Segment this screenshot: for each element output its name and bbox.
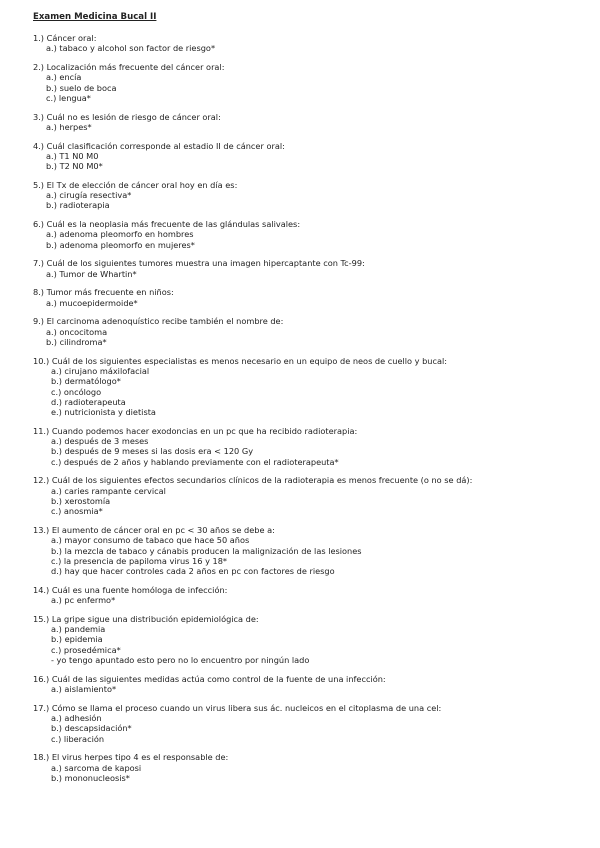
answer-option: c.) liberación bbox=[51, 733, 105, 744]
answer-option: c.) la presencia de papiloma virus 16 y 18* bbox=[51, 555, 228, 566]
question-text: 5.) El Tx de elección de cáncer oral hoy en día es: bbox=[33, 179, 238, 190]
answer-option: b.) mononucleosis* bbox=[51, 772, 130, 783]
answer-option: c.) después de 2 años y hablando previamente con el radioterapeuta* bbox=[51, 456, 339, 467]
question-text: 4.) Cuál clasificación corresponde al estadio II de cáncer oral: bbox=[33, 140, 285, 151]
answer-option: a.) tabaco y alcohol son factor de riesgo* bbox=[46, 43, 216, 54]
answer-option: c.) oncólogo bbox=[51, 386, 102, 397]
question-17 bbox=[33, 703, 578, 744]
question-11 bbox=[33, 426, 578, 467]
question-text: 12.) Cuál de los siguientes efectos secundarios clínicos de la radioterapia es menos frecuente (o no se dá): bbox=[33, 475, 473, 486]
answer-option: b.) después de 9 meses si las dosis era < 120 Gy bbox=[51, 446, 254, 457]
question-1 bbox=[33, 33, 578, 54]
answer-option: a.) adenoma pleomorfo en hombres bbox=[46, 229, 194, 240]
question-text: 16.) Cuál de las siguientes medidas actúa como control de la fuente de una infección: bbox=[33, 673, 386, 684]
answer-option: c.) anosmia* bbox=[51, 506, 103, 517]
answer-option: a.) herpes* bbox=[46, 121, 92, 132]
answer-option: e.) nutricionista y dietista bbox=[51, 407, 156, 418]
answer-option: d.) radioterapeuta bbox=[51, 396, 126, 407]
answer-option: a.) pandemia bbox=[51, 624, 106, 635]
answer-option: a.) después de 3 meses bbox=[51, 436, 149, 447]
question-5 bbox=[33, 180, 578, 211]
answer-option: d.) hay que hacer controles cada 2 años en pc con factores de riesgo bbox=[51, 566, 335, 577]
answer-option: a.) oncocitoma bbox=[46, 326, 108, 337]
answer-option: a.) sarcoma de kaposi bbox=[51, 762, 142, 773]
document-title: Examen Medicina Bucal II bbox=[33, 12, 157, 22]
question-text: 8.) Tumor más frecuente en niños: bbox=[33, 287, 174, 298]
answer-option: a.) cirujano máxilofacial bbox=[51, 365, 150, 376]
question-3 bbox=[33, 112, 578, 133]
question-text: 15.) La gripe sigue una distribución epidemiológica de: bbox=[33, 613, 259, 624]
question-18 bbox=[33, 752, 578, 783]
question-12 bbox=[33, 475, 578, 516]
question-text: 3.) Cuál no es lesión de riesgo de cáncer oral: bbox=[33, 111, 221, 122]
answer-option: b.) cilindroma* bbox=[46, 336, 107, 347]
question-8 bbox=[33, 287, 578, 308]
answer-option: b.) adenoma pleomorfo en mujeres* bbox=[46, 239, 195, 250]
exam-document bbox=[33, 12, 578, 792]
answer-option: a.) adhesión bbox=[51, 712, 102, 723]
question-15 bbox=[33, 614, 578, 665]
question-text: 6.) Cuál es la neoplasia más frecuente de las glándulas salivales: bbox=[33, 219, 301, 230]
answer-option: b.) la mezcla de tabaco y cánabis producen la malignización de las lesiones bbox=[51, 545, 362, 556]
answer-option: b.) descapsidación* bbox=[51, 723, 132, 734]
question-2 bbox=[33, 62, 578, 103]
question-text: 17.) Cómo se llama el proceso cuando un virus libera sus ác. nucleicos en el citoplasma de una cel: bbox=[33, 702, 442, 713]
answer-option: b.) epidemia bbox=[51, 634, 103, 645]
question-text: 7.) Cuál de los siguientes tumores muestra una imagen hipercaptante con Tc-99: bbox=[33, 258, 365, 269]
answer-option: a.) aislamiento* bbox=[51, 684, 117, 694]
question-4 bbox=[33, 141, 578, 172]
answer-option: a.) T1 N0 M0 bbox=[46, 150, 99, 161]
question-7 bbox=[33, 258, 578, 279]
answer-option: b.) dermatólogo* bbox=[51, 376, 121, 387]
answer-option: - yo tengo apuntado esto pero no lo encuentro por ningún lado bbox=[51, 655, 310, 666]
answer-option: c.) lengua* bbox=[46, 92, 91, 103]
question-13 bbox=[33, 525, 578, 576]
question-text: 1.) Cáncer oral: bbox=[33, 33, 97, 43]
question-6 bbox=[33, 219, 578, 250]
answer-option: b.) suelo de boca bbox=[46, 82, 117, 93]
question-text: 18.) El virus herpes tipo 4 es el responsable de: bbox=[33, 752, 229, 763]
question-text: 2.) Localización más frecuente del cáncer oral: bbox=[33, 61, 225, 72]
question-14 bbox=[33, 585, 578, 606]
answer-option: a.) mucoepidermoide* bbox=[46, 297, 138, 308]
question-10 bbox=[33, 356, 578, 418]
question-text: 11.) Cuando podemos hacer exodoncias en un pc que ha recibido radioterapia: bbox=[33, 425, 358, 436]
answer-option: b.) T2 N0 M0* bbox=[46, 161, 103, 172]
question-text: 14.) Cuál es una fuente homóloga de infección: bbox=[33, 584, 228, 595]
answer-option: a.) pc enfermo* bbox=[51, 595, 116, 606]
question-text: 10.) Cuál de los siguientes especialistas es menos necesario en un equipo de neos de cuello y bucal: bbox=[33, 355, 448, 366]
answer-option: a.) Tumor de Whartin* bbox=[46, 268, 137, 279]
answer-option: a.) caries rampante cervical bbox=[51, 485, 166, 496]
answer-option: a.) mayor consumo de tabaco que hace 50 años bbox=[51, 535, 250, 546]
answer-option: a.) encía bbox=[46, 72, 82, 83]
answer-option: c.) prosedémica* bbox=[51, 644, 121, 655]
answer-option: a.) cirugía resectiva* bbox=[46, 190, 132, 201]
answer-option: b.) radioterapia bbox=[46, 200, 110, 211]
question-9 bbox=[33, 316, 578, 347]
answer-option: b.) xerostomía bbox=[51, 495, 111, 506]
question-text: 9.) El carcinoma adenoquístico recibe también el nombre de: bbox=[33, 316, 284, 327]
question-text: 13.) El aumento de cáncer oral en pc < 30 años se debe a: bbox=[33, 524, 275, 535]
question-list bbox=[33, 33, 578, 783]
question-16 bbox=[33, 674, 578, 695]
